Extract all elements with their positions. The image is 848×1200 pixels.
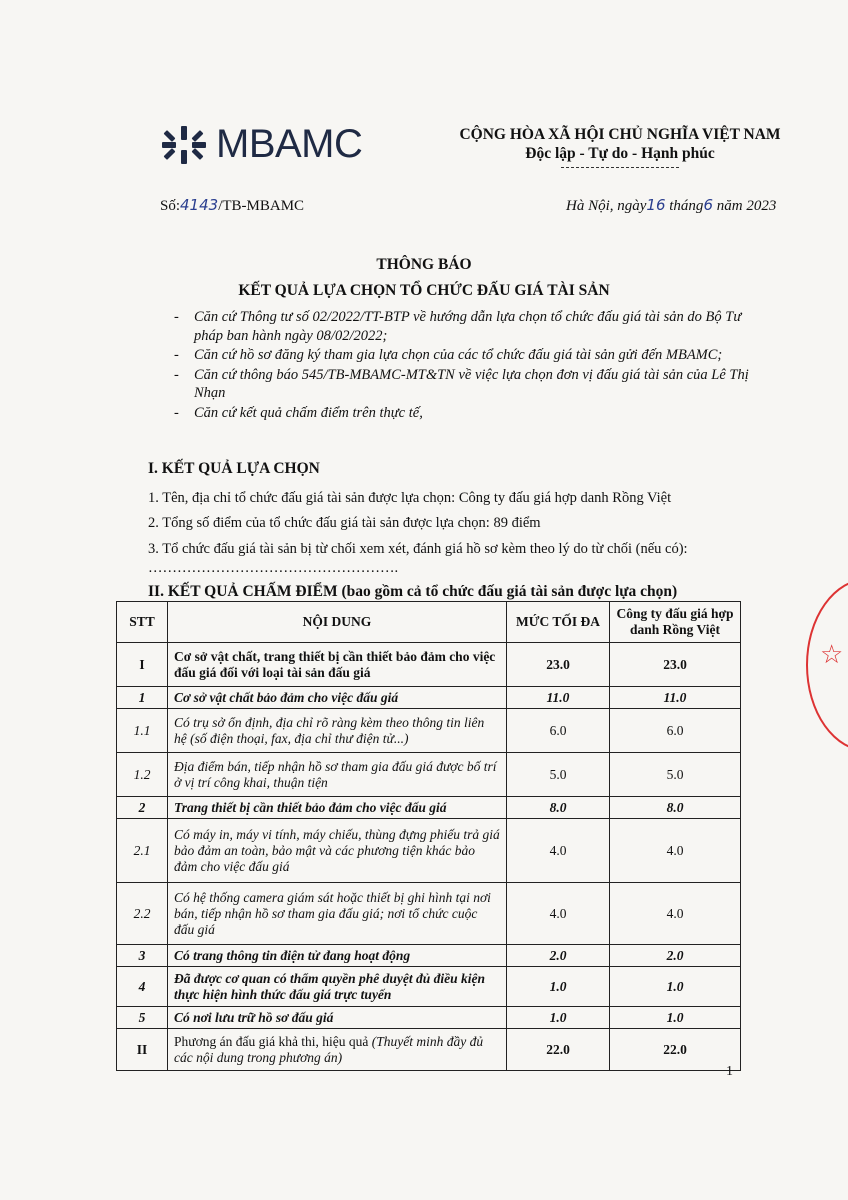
row-max: 23.0 <box>507 643 610 687</box>
selected-organization: 1. Tên, địa chỉ tổ chức đấu giá tài sản được lựa chọn: Công ty đấu giá hợp danh Rồng Việt <box>148 490 672 506</box>
date-year: năm 2023 <box>716 198 777 214</box>
section-2-heading: II. KẾT QUẢ CHẤM ĐIỂM (bao gồm cả tổ chức đấu giá tài sản được lựa chọn) <box>148 583 678 600</box>
table-row <box>117 1029 741 1071</box>
row-content: Có máy in, máy vi tính, máy chiếu, thùng đựng phiếu trả giá bảo đảm an toàn, bảo mật và các phương tiện khác bảo đảm cho việc đấu giá <box>168 819 507 883</box>
row-content: Có hệ thống camera giám sát hoặc thiết bị ghi hình tại nơi bán, tiếp nhận hồ sơ tham gia đấu giá; nơi tổ chức cuộc đấu giá <box>168 883 507 945</box>
table-row <box>117 709 741 753</box>
table-row <box>117 1007 741 1029</box>
total-score: 2. Tổng số điểm của tổ chức đấu giá tài sản được lựa chọn: 89 điểm <box>148 515 541 531</box>
row-content: Cơ sở vật chất bảo đảm cho việc đấu giá <box>168 687 507 709</box>
row-score: 1.0 <box>610 1007 741 1029</box>
row-max: 4.0 <box>507 819 610 883</box>
table-row <box>117 753 741 797</box>
row-score: 5.0 <box>610 753 741 797</box>
doc-number-handwritten: 4143 <box>180 196 219 214</box>
row-stt: 3 <box>117 945 168 967</box>
row-content-text: Phương án đấu giá khả thi, hiệu quả <box>174 1033 372 1049</box>
row-content-note: (Thuyết minh đầy đủ các nội dung trong phương án) <box>174 1033 484 1065</box>
table-row <box>117 643 741 687</box>
logo-text: MBAMC <box>216 122 363 166</box>
document-date <box>566 196 776 215</box>
row-content: Có trụ sở ổn định, địa chỉ rõ ràng kèm theo thông tin liên hệ (số điện thoại, fax, địa chỉ thư điện tử...) <box>168 709 507 753</box>
row-content: Địa điểm bán, tiếp nhận hồ sơ tham gia đấu giá được bố trí ở vị trí công khai, thuận tiện <box>168 753 507 797</box>
row-max: 11.0 <box>507 687 610 709</box>
legal-basis-item: - Căn cứ Thông tư số 02/2022/TT-BTP về hướng dẫn lựa chọn tổ chức đấu giá tài sản do Bộ Tư pháp ban hành ngày 08/02/2022; <box>172 308 772 345</box>
row-score: 4.0 <box>610 819 741 883</box>
page-number: 1 <box>726 1064 733 1079</box>
row-content <box>168 1029 507 1071</box>
table-row <box>117 967 741 1007</box>
doc-number-suffix: /TB-MBAMC <box>218 198 305 214</box>
row-max: 4.0 <box>507 883 610 945</box>
row-stt: 2.1 <box>117 819 168 883</box>
table-row <box>117 819 741 883</box>
row-score: 6.0 <box>610 709 741 753</box>
row-content: Trang thiết bị cần thiết bảo đảm cho việc đấu giá <box>168 797 507 819</box>
legal-basis-item: - Căn cứ kết quả chấm điểm trên thực tế, <box>172 404 772 423</box>
row-score: 22.0 <box>610 1029 741 1071</box>
document-number <box>160 196 304 215</box>
national-header <box>440 126 800 168</box>
row-content: Cơ sở vật chất, trang thiết bị cần thiết bảo đảm cho việc đấu giá đối với loại tài sản đấu giá <box>168 643 507 687</box>
date-day: 16 <box>646 196 666 214</box>
row-stt: 4 <box>117 967 168 1007</box>
table-header-row <box>117 602 741 643</box>
row-max: 2.0 <box>507 945 610 967</box>
table-row <box>117 797 741 819</box>
date-month-label: tháng <box>669 198 704 214</box>
row-score: 2.0 <box>610 945 741 967</box>
row-max: 22.0 <box>507 1029 610 1071</box>
col-header-content: NỘI DUNG <box>168 602 507 643</box>
row-stt: 2 <box>117 797 168 819</box>
score-table <box>116 601 741 1071</box>
company-logo <box>160 122 362 167</box>
date-month: 6 <box>703 196 713 214</box>
row-score: 1.0 <box>610 967 741 1007</box>
row-stt: 1.1 <box>117 709 168 753</box>
seal-star-icon: ☆ <box>820 640 844 670</box>
table-row <box>117 945 741 967</box>
row-stt: 5 <box>117 1007 168 1029</box>
row-stt: 1 <box>117 687 168 709</box>
row-max: 1.0 <box>507 1007 610 1029</box>
document-title: THÔNG BÁO <box>376 256 472 273</box>
row-score: 11.0 <box>610 687 741 709</box>
doc-number-prefix: Số: <box>160 198 181 214</box>
row-max: 8.0 <box>507 797 610 819</box>
table-row <box>117 883 741 945</box>
row-stt: II <box>117 1029 168 1071</box>
header-divider <box>561 167 679 168</box>
col-header-max: MỨC TỐI ĐA <box>507 602 610 643</box>
row-stt: 2.2 <box>117 883 168 945</box>
section-1-heading: I. KẾT QUẢ LỰA CHỌN <box>148 460 320 477</box>
date-place: Hà Nội, ngày <box>566 198 647 214</box>
row-score: 4.0 <box>610 883 741 945</box>
col-header-company: Công ty đấu giá hợp danh Rồng Việt <box>610 602 741 643</box>
table-row <box>117 687 741 709</box>
row-score: 8.0 <box>610 797 741 819</box>
row-stt: 1.2 <box>117 753 168 797</box>
motto: Độc lập - Tự do - Hạnh phúc <box>525 145 715 162</box>
legal-bases-list <box>172 308 772 423</box>
red-seal-stamp <box>806 578 848 752</box>
row-score: 23.0 <box>610 643 741 687</box>
legal-basis-item: - Căn cứ hồ sơ đăng ký tham gia lựa chọn của các tổ chức đấu giá tài sản gửi đến MBAMC; <box>172 346 772 365</box>
row-stt: I <box>117 643 168 687</box>
legal-basis-item: - Căn cứ thông báo 545/TB-MBAMC-MT&TN về việc lựa chọn đơn vị đấu giá tài sản của Lê Thị Nhạn <box>172 366 772 403</box>
row-content: Đã được cơ quan có thẩm quyền phê duyệt đủ điều kiện thực hiện hình thức đấu giá trực tuyến <box>168 967 507 1007</box>
row-max: 1.0 <box>507 967 610 1007</box>
row-max: 5.0 <box>507 753 610 797</box>
country-name: CỘNG HÒA XÃ HỘI CHỦ NGHĨA VIỆT NAM <box>459 126 781 143</box>
star-icon <box>160 124 208 166</box>
col-header-stt: STT <box>117 602 168 643</box>
row-max: 6.0 <box>507 709 610 753</box>
rejected-organizations: 3. Tổ chức đấu giá tài sản bị từ chối xem xét, đánh giá hồ sơ kèm theo lý do từ chối (nếu có): ……………………………………………. <box>148 541 688 576</box>
row-content: Có nơi lưu trữ hồ sơ đấu giá <box>168 1007 507 1029</box>
document-subtitle: KẾT QUẢ LỰA CHỌN TỔ CHỨC ĐẤU GIÁ TÀI SẢN <box>238 282 610 299</box>
row-content: Có trang thông tin điện tử đang hoạt động <box>168 945 507 967</box>
